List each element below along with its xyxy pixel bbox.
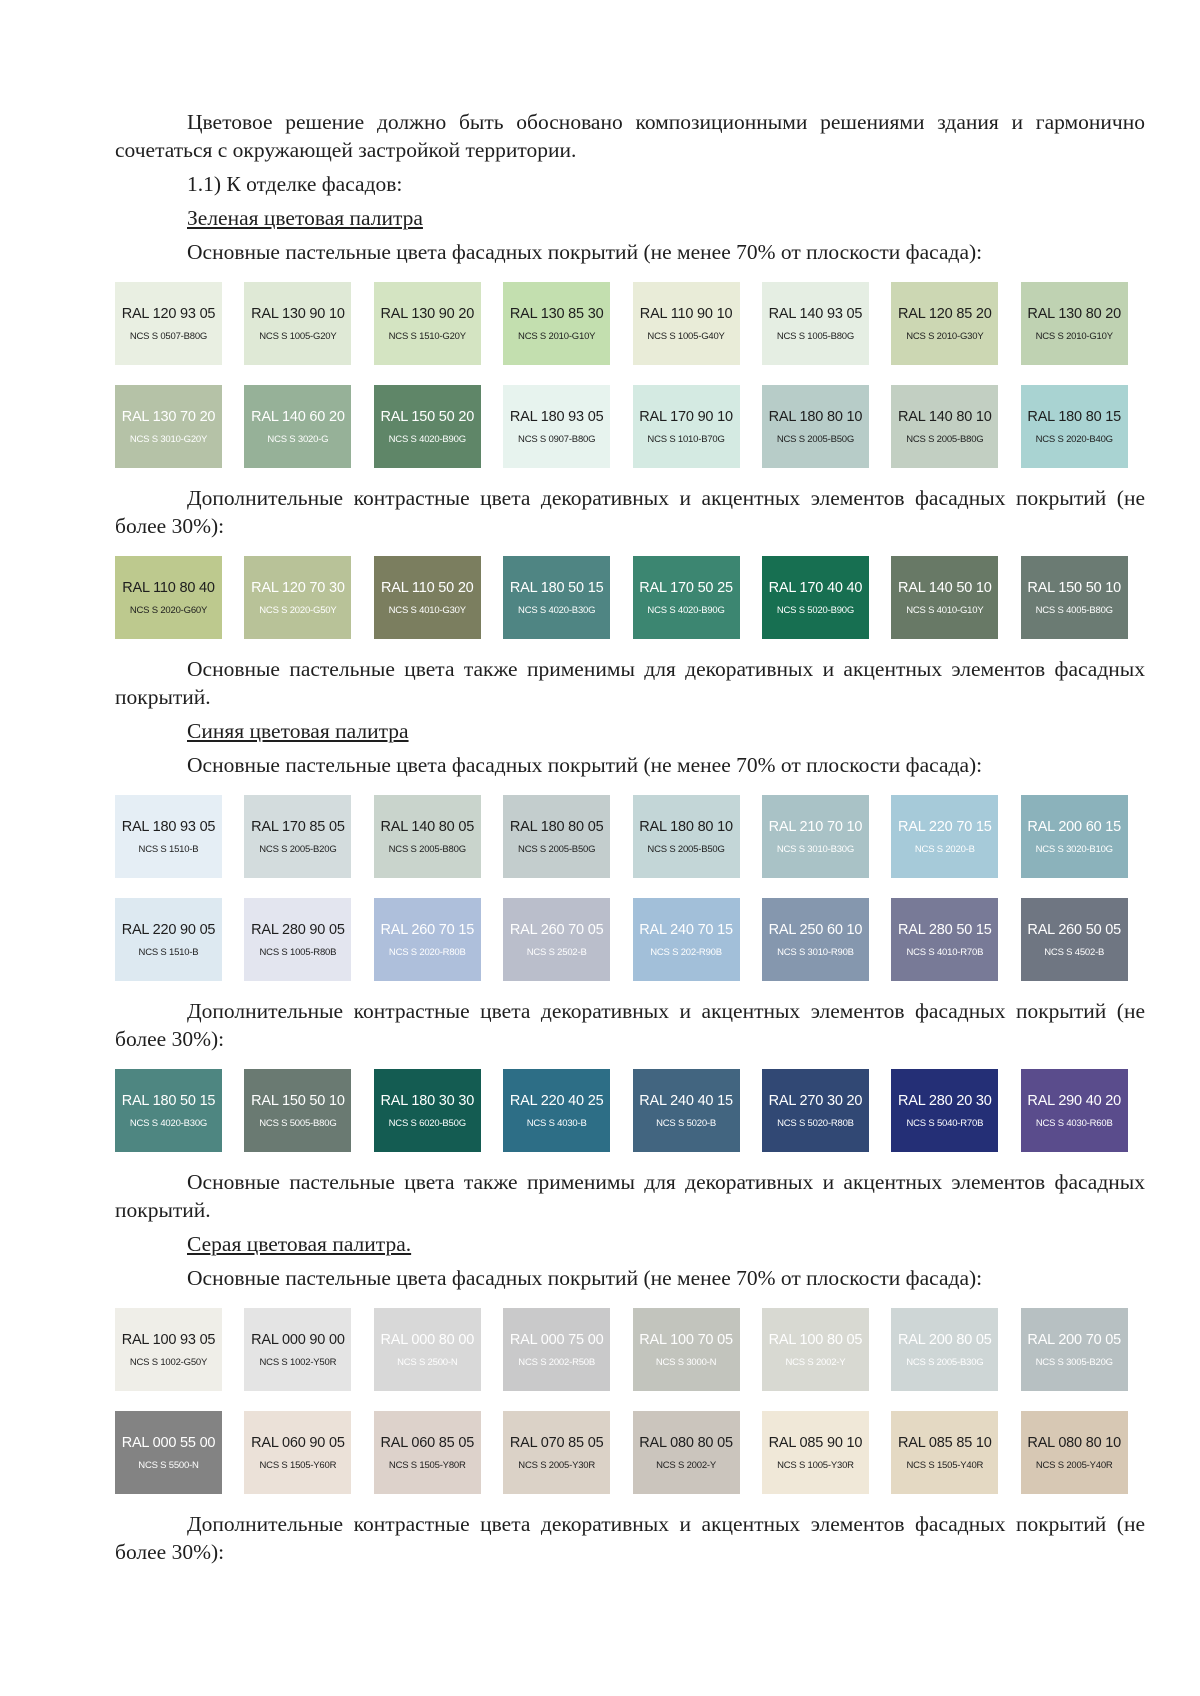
color-swatch (762, 1411, 869, 1494)
color-swatch (115, 385, 222, 468)
ncs-code: NCS S 1005-B80G (776, 330, 855, 342)
color-swatch (1021, 1069, 1128, 1152)
ncs-code: NCS S 0507-B80G (129, 330, 208, 342)
ral-code: RAL 180 93 05 (121, 818, 216, 835)
ral-code: RAL 130 80 20 (1027, 305, 1122, 322)
blue-palette-heading: Синяя цветовая палитра (187, 719, 409, 743)
ncs-code: NCS S 4010-G10Y (906, 604, 984, 616)
ncs-code: NCS S 1505-Y80R (388, 1459, 466, 1471)
blue-accent-text: Дополнительные контрастные цвета декоративных и акцентных элементов фасадных покрытий (не более 30%): (115, 999, 1145, 1051)
ral-code: RAL 180 80 15 (1027, 408, 1122, 425)
ncs-code: NCS S 2010-G30Y (906, 330, 984, 342)
color-swatch (633, 1069, 740, 1152)
blue-main-text: Основные пастельные цвета фасадных покрытий (не менее 70% от плоскости фасада): (187, 753, 983, 777)
color-swatch (891, 1069, 998, 1152)
gray-accent-text: Дополнительные контрастные цвета декоративных и акцентных элементов фасадных покрытий (не более 30%): (115, 1512, 1145, 1564)
ral-code: RAL 150 50 10 (251, 1092, 345, 1109)
ncs-code: NCS S 2500-N (397, 1356, 458, 1368)
ncs-code: NCS S 2010-G10Y (1035, 330, 1113, 342)
ral-code: RAL 170 40 40 (768, 579, 863, 596)
ncs-code: NCS S 1505-Y60R (259, 1459, 337, 1471)
ral-code: RAL 120 70 30 (251, 579, 345, 596)
ncs-code: NCS S 2020-B (914, 843, 975, 855)
color-swatch (503, 282, 610, 365)
ral-code: RAL 180 80 10 (639, 818, 733, 835)
color-swatch (891, 1308, 998, 1391)
ncs-code: NCS S 1005-Y30R (777, 1459, 854, 1471)
color-swatch (115, 795, 222, 878)
ral-code: RAL 110 80 40 (122, 579, 215, 596)
green-accent-text: Дополнительные контрастные цвета декоративных и акцентных элементов фасадных покрытий (не более 30%): (115, 486, 1145, 538)
ncs-code: NCS S 4030-B (526, 1117, 587, 1129)
color-swatch (762, 898, 869, 981)
ral-code: RAL 280 50 15 (898, 921, 992, 938)
ral-code: RAL 070 85 05 (509, 1434, 604, 1451)
color-swatch (374, 898, 481, 981)
blue-note: Основные пастельные цвета также применимы для декоративных и акцентных элементов фасадных покрытий. (115, 1170, 1145, 1222)
color-swatch (1021, 1308, 1128, 1391)
ncs-code: NCS S 5020-R80B (777, 1117, 854, 1129)
ncs-code: NCS S 3010-B30G (776, 843, 855, 855)
color-swatch (1021, 556, 1128, 639)
ncs-code: NCS S 4020-B90G (647, 604, 725, 616)
ncs-code: NCS S 4030-R60B (1035, 1117, 1113, 1129)
ral-code: RAL 260 50 05 (1027, 921, 1122, 938)
gray-main-row-1 (115, 1308, 1145, 1391)
ncs-code: NCS S 5020-B90G (776, 604, 855, 616)
ral-code: RAL 150 50 10 (1027, 579, 1122, 596)
color-swatch (244, 795, 351, 878)
ral-code: RAL 170 85 05 (251, 818, 345, 835)
ncs-code: NCS S 3010-G20Y (129, 433, 208, 445)
color-swatch (503, 1411, 610, 1494)
ral-code: RAL 130 90 10 (251, 305, 345, 322)
ncs-code: NCS S 2002-R50B (518, 1356, 596, 1368)
color-swatch (115, 898, 222, 981)
ncs-code: NCS S 2020-B40G (1035, 433, 1113, 445)
ncs-code: NCS S 2005-B20G (259, 843, 337, 855)
ncs-code: NCS S 2005-B80G (906, 433, 984, 445)
color-swatch (633, 1411, 740, 1494)
ncs-code: NCS S 3010-R90B (777, 946, 854, 958)
color-swatch (1021, 282, 1128, 365)
ral-code: RAL 000 90 00 (251, 1331, 345, 1348)
ral-code: RAL 140 50 10 (898, 579, 992, 596)
color-swatch (115, 1411, 222, 1494)
intro-paragraph: Цветовое решение должно быть обосновано композиционными решениями здания и гармонично сочетаться с окружающей застройкой территории. (115, 110, 1145, 162)
ral-code: RAL 280 20 30 (898, 1092, 992, 1109)
ncs-code: NCS S 4020-B30G (518, 604, 596, 616)
ncs-code: NCS S 2005-B30G (906, 1356, 984, 1368)
color-swatch (374, 1308, 481, 1391)
gray-main-row-2 (115, 1411, 1145, 1494)
color-swatch (1021, 385, 1128, 468)
ncs-code: NCS S 4010-R70B (906, 946, 984, 958)
ral-code: RAL 220 40 25 (509, 1092, 604, 1109)
ncs-code: NCS S 2002-Y (656, 1459, 717, 1471)
ral-code: RAL 180 93 05 (509, 408, 604, 425)
color-swatch (374, 1069, 481, 1152)
color-swatch (1021, 1411, 1128, 1494)
ral-code: RAL 085 90 10 (768, 1434, 863, 1451)
ncs-code: NCS S 3020-G (267, 433, 329, 445)
ncs-code: NCS S 202-R90B (650, 946, 722, 958)
color-swatch (1021, 898, 1128, 981)
ral-code: RAL 200 60 15 (1027, 818, 1122, 835)
ral-code: RAL 110 50 20 (381, 579, 474, 596)
gray-main-text: Основные пастельные цвета фасадных покрытий (не менее 70% от плоскости фасада): (187, 1266, 983, 1290)
color-swatch (244, 556, 351, 639)
color-swatch (503, 1308, 610, 1391)
gray-palette-heading: Серая цветовая палитра. (187, 1232, 412, 1256)
ncs-code: NCS S 1005-R80B (259, 946, 337, 958)
ncs-code: NCS S 1510-G20Y (388, 330, 466, 342)
color-swatch (115, 1069, 222, 1152)
ncs-code: NCS S 1510-B (138, 946, 199, 958)
document-page (115, 108, 1145, 1566)
ral-code: RAL 280 90 05 (251, 921, 345, 938)
ral-code: RAL 260 70 05 (509, 921, 604, 938)
ral-code: RAL 240 40 15 (639, 1092, 733, 1109)
green-accent-row (115, 556, 1145, 639)
ncs-code: NCS S 2020-G60Y (129, 604, 208, 616)
color-swatch (633, 385, 740, 468)
color-swatch (633, 795, 740, 878)
ncs-code: NCS S 1505-Y40R (906, 1459, 984, 1471)
color-swatch (244, 1411, 351, 1494)
ral-code: RAL 150 50 20 (380, 408, 475, 425)
color-swatch (762, 1069, 869, 1152)
ncs-code: NCS S 4502-B (1044, 946, 1105, 958)
color-swatch (374, 282, 481, 365)
color-swatch (115, 556, 222, 639)
ncs-code: NCS S 1510-B (138, 843, 199, 855)
color-swatch (503, 898, 610, 981)
ncs-code: NCS S 4020-B30G (129, 1117, 208, 1129)
color-swatch (633, 282, 740, 365)
color-swatch (115, 1308, 222, 1391)
ral-code: RAL 140 93 05 (768, 305, 863, 322)
color-swatch (244, 1308, 351, 1391)
ncs-code: NCS S 1005-G20Y (259, 330, 337, 342)
color-swatch (374, 795, 481, 878)
blue-main-row-2 (115, 898, 1145, 981)
ncs-code: NCS S 3020-B10G (1035, 843, 1113, 855)
ncs-code: NCS S 2010-G10Y (518, 330, 596, 342)
ncs-code: NCS S 3005-B20G (1035, 1356, 1113, 1368)
ncs-code: NCS S 1002-G50Y (129, 1356, 208, 1368)
color-swatch (503, 1069, 610, 1152)
color-swatch (762, 556, 869, 639)
ral-code: RAL 110 90 10 (639, 305, 733, 322)
green-main-text: Основные пастельные цвета фасадных покрытий (не менее 70% от плоскости фасада): (187, 240, 983, 264)
ncs-code: NCS S 4010-G30Y (388, 604, 466, 616)
ncs-code: NCS S 1010-B70G (647, 433, 725, 445)
ncs-code: NCS S 2002-Y (785, 1356, 846, 1368)
facades-item: 1.1) К отделке фасадов: (187, 172, 403, 196)
ral-code: RAL 200 70 05 (1027, 1331, 1122, 1348)
color-swatch (633, 1308, 740, 1391)
ral-code: RAL 000 55 00 (121, 1434, 216, 1451)
color-swatch (762, 282, 869, 365)
ral-code: RAL 060 90 05 (251, 1434, 345, 1451)
color-swatch (503, 385, 610, 468)
ral-code: RAL 250 60 10 (768, 921, 863, 938)
color-swatch (633, 556, 740, 639)
ral-code: RAL 100 80 05 (768, 1331, 863, 1348)
ral-code: RAL 180 50 15 (509, 579, 604, 596)
color-swatch (503, 556, 610, 639)
color-swatch (503, 795, 610, 878)
ncs-code: NCS S 5040-R70B (906, 1117, 984, 1129)
ral-code: RAL 120 93 05 (121, 305, 216, 322)
ncs-code: NCS S 2005-Y40R (1035, 1459, 1113, 1471)
color-swatch (374, 556, 481, 639)
ral-code: RAL 140 80 05 (380, 818, 475, 835)
color-swatch (1021, 795, 1128, 878)
ral-code: RAL 260 70 15 (380, 921, 475, 938)
ncs-code: NCS S 2005-B50G (518, 843, 596, 855)
green-palette-heading: Зеленая цветовая палитра (187, 206, 423, 230)
color-swatch (762, 385, 869, 468)
ral-code: RAL 060 85 05 (380, 1434, 475, 1451)
ncs-code: NCS S 1005-G40Y (647, 330, 725, 342)
color-swatch (891, 795, 998, 878)
color-swatch (244, 1069, 351, 1152)
color-swatch (891, 1411, 998, 1494)
green-note: Основные пастельные цвета также применимы для декоративных и акцентных элементов фасадных покрытий. (115, 657, 1145, 709)
ral-code: RAL 270 30 20 (768, 1092, 863, 1109)
ncs-code: NCS S 2005-B50G (776, 433, 855, 445)
ncs-code: NCS S 1002-Y50R (259, 1356, 337, 1368)
ncs-code: NCS S 2005-Y30R (518, 1459, 596, 1471)
blue-accent-row (115, 1069, 1145, 1152)
ral-code: RAL 220 70 15 (898, 818, 992, 835)
ral-code: RAL 140 80 10 (898, 408, 992, 425)
ral-code: RAL 180 30 30 (380, 1092, 475, 1109)
color-swatch (762, 795, 869, 878)
ral-code: RAL 180 50 15 (121, 1092, 216, 1109)
ncs-code: NCS S 6020-B50G (388, 1117, 466, 1129)
ral-code: RAL 170 90 10 (639, 408, 733, 425)
color-swatch (374, 1411, 481, 1494)
color-swatch (244, 385, 351, 468)
ral-code: RAL 080 80 05 (639, 1434, 733, 1451)
ral-code: RAL 290 40 20 (1027, 1092, 1122, 1109)
ral-code: RAL 220 90 05 (121, 921, 216, 938)
color-swatch (891, 556, 998, 639)
ral-code: RAL 130 70 20 (121, 408, 216, 425)
ral-code: RAL 180 80 05 (509, 818, 604, 835)
ncs-code: NCS S 3000-N (655, 1356, 717, 1368)
ncs-code: NCS S 2005-B80G (388, 843, 466, 855)
ncs-code: NCS S 5500-N (138, 1459, 199, 1471)
color-swatch (115, 282, 222, 365)
ral-code: RAL 140 60 20 (251, 408, 345, 425)
ral-code: RAL 000 80 00 (380, 1331, 475, 1348)
ral-code: RAL 240 70 15 (639, 921, 733, 938)
ral-code: RAL 000 75 00 (509, 1331, 604, 1348)
ncs-code: NCS S 2020-R80B (388, 946, 466, 958)
ral-code: RAL 085 85 10 (898, 1434, 992, 1451)
ncs-code: NCS S 4020-B90G (388, 433, 466, 445)
ral-code: RAL 130 85 30 (509, 305, 604, 322)
green-main-row-1 (115, 282, 1145, 365)
color-swatch (633, 898, 740, 981)
ncs-code: NCS S 0907-B80G (518, 433, 596, 445)
color-swatch (244, 282, 351, 365)
ncs-code: NCS S 4005-B80G (1035, 604, 1113, 616)
color-swatch (891, 385, 998, 468)
green-main-row-2 (115, 385, 1145, 468)
ncs-code: NCS S 5020-B (656, 1117, 717, 1129)
ral-code: RAL 100 93 05 (121, 1331, 216, 1348)
ral-code: RAL 120 85 20 (898, 305, 992, 322)
color-swatch (891, 898, 998, 981)
color-swatch (374, 385, 481, 468)
color-swatch (244, 898, 351, 981)
ral-code: RAL 210 70 10 (768, 818, 863, 835)
ncs-code: NCS S 2502-B (526, 946, 587, 958)
ncs-code: NCS S 2005-B50G (647, 843, 725, 855)
ncs-code: NCS S 5005-B80G (259, 1117, 337, 1129)
ral-code: RAL 100 70 05 (639, 1331, 733, 1348)
ral-code: RAL 170 50 25 (639, 579, 733, 596)
ral-code: RAL 130 90 20 (380, 305, 475, 322)
color-swatch (762, 1308, 869, 1391)
color-swatch (891, 282, 998, 365)
ral-code: RAL 180 80 10 (768, 408, 863, 425)
ral-code: RAL 200 80 05 (898, 1331, 992, 1348)
ncs-code: NCS S 2020-G50Y (259, 604, 337, 616)
ral-code: RAL 080 80 10 (1027, 1434, 1122, 1451)
blue-main-row-1 (115, 795, 1145, 878)
